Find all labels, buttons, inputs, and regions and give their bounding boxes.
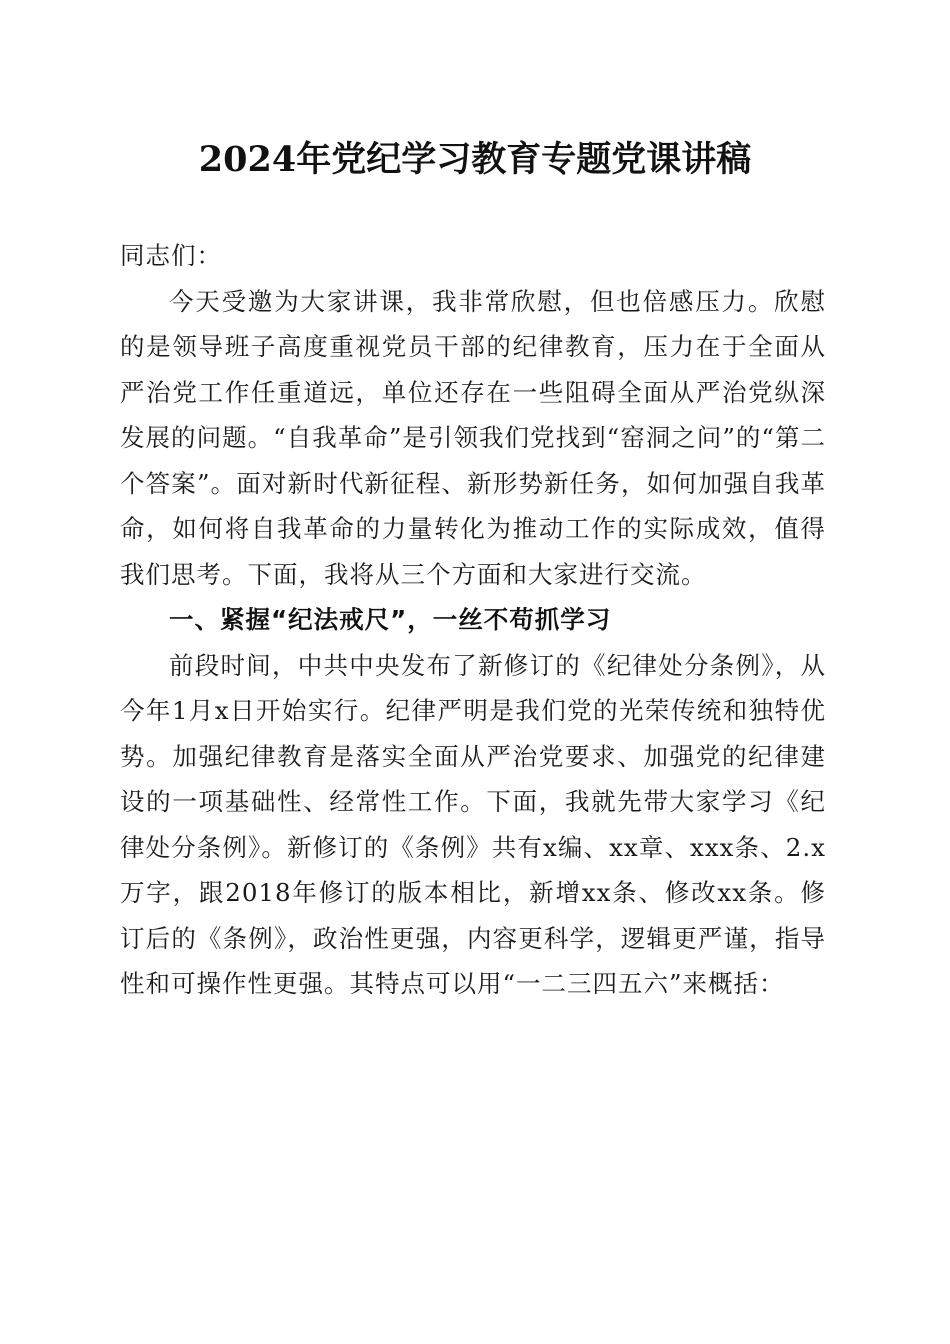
document-body (120, 233, 826, 1007)
salutation: 同志们： (120, 241, 222, 270)
section-heading-1: 一、紧握“纪法戒尺”，一丝不苟抓学习 (169, 605, 612, 634)
intro-paragraph: 今天受邀为大家讲课，我非常欣慰，但也倍感压力。欣慰的是领导班子高度重视党员干部的纪律教育，压力在于全面从严治党工作任重道远，单位还存在一些阻碍全面从严治党纵深发展的问题。“自我革命”是引领我们党找到“窑洞之问”的“第二个答案”。面对新时代新征程、新形势新任务，如何加强自我革命，如何将自我革命的力量转化为推动工作的实际成效，值得我们思考。下面，我将从三个方面和大家进行交流。 (120, 286, 826, 589)
section1-paragraph: 前段时间，中共中央发布了新修订的《纪律处分条例》，从今年1月x日开始实行。纪律严明是我们党的光荣传统和独特优势。加强纪律教育是落实全面从严治党要求、加强党的纪律建设的一项基础性、经常性工作。下面，我就先带大家学习《纪律处分条例》。新修订的《条例》共有x编、xx章、xxx条、2.x万字，跟2018年修订的版本相比，新增xx条、修改xx条。修订后的《条例》，政治性更强，内容更科学，逻辑更严谨，指导性和可操作性更强。其特点可以用“一二三四五六”来概括： (120, 650, 826, 998)
document-title: 2024年党纪学习教育专题党课讲稿 (198, 139, 752, 180)
